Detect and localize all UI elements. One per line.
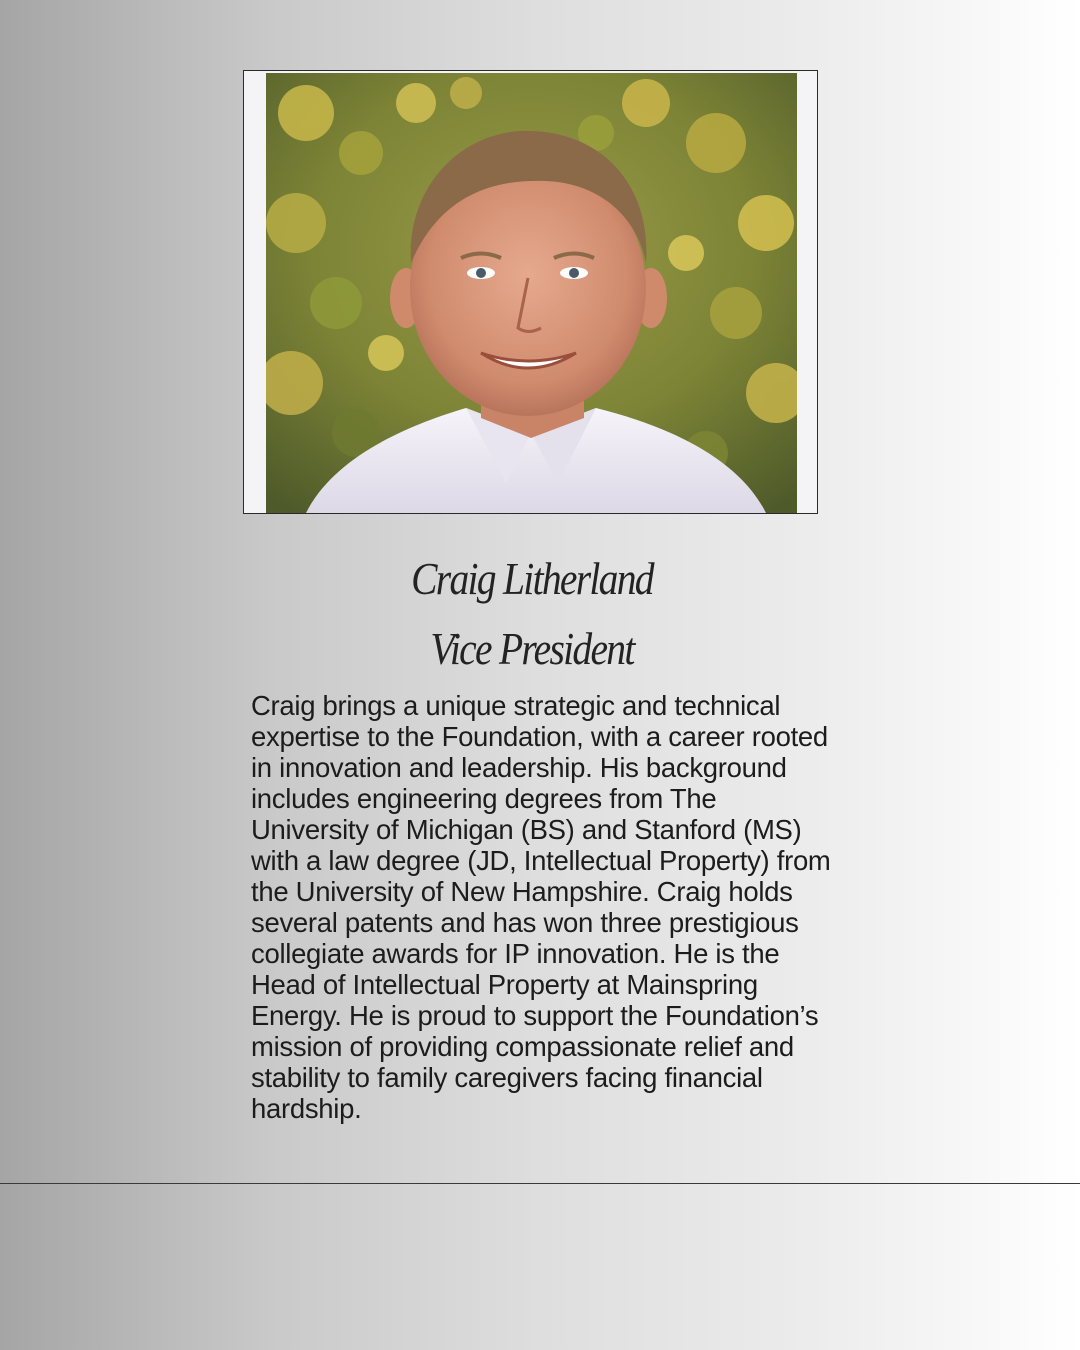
divider-line [0, 1183, 1080, 1184]
portrait-photo [266, 73, 797, 513]
portrait-frame [243, 70, 818, 514]
person-name: Craig Litherland [411, 553, 653, 604]
portrait-illustration [266, 73, 797, 513]
person-title: Vice President [430, 623, 634, 674]
person-bio: Craig brings a unique strategic and technical expertise to the Foundation, with a career rooted in innovation and leadership. His background includes engineering degrees from The University of Michigan (BS) and Stanford (MS) with a law degree (JD, Intellectual Property) from the University of New Hampshire. Craig holds several patents and has won three prestigious collegiate awards for IP innovation. He is the Head of Intellectual Property at Mainspring Energy. He is proud to support the Foundation’s mission of providing compassionate relief and stability to family caregivers facing financial hardship. [251, 690, 831, 1124]
